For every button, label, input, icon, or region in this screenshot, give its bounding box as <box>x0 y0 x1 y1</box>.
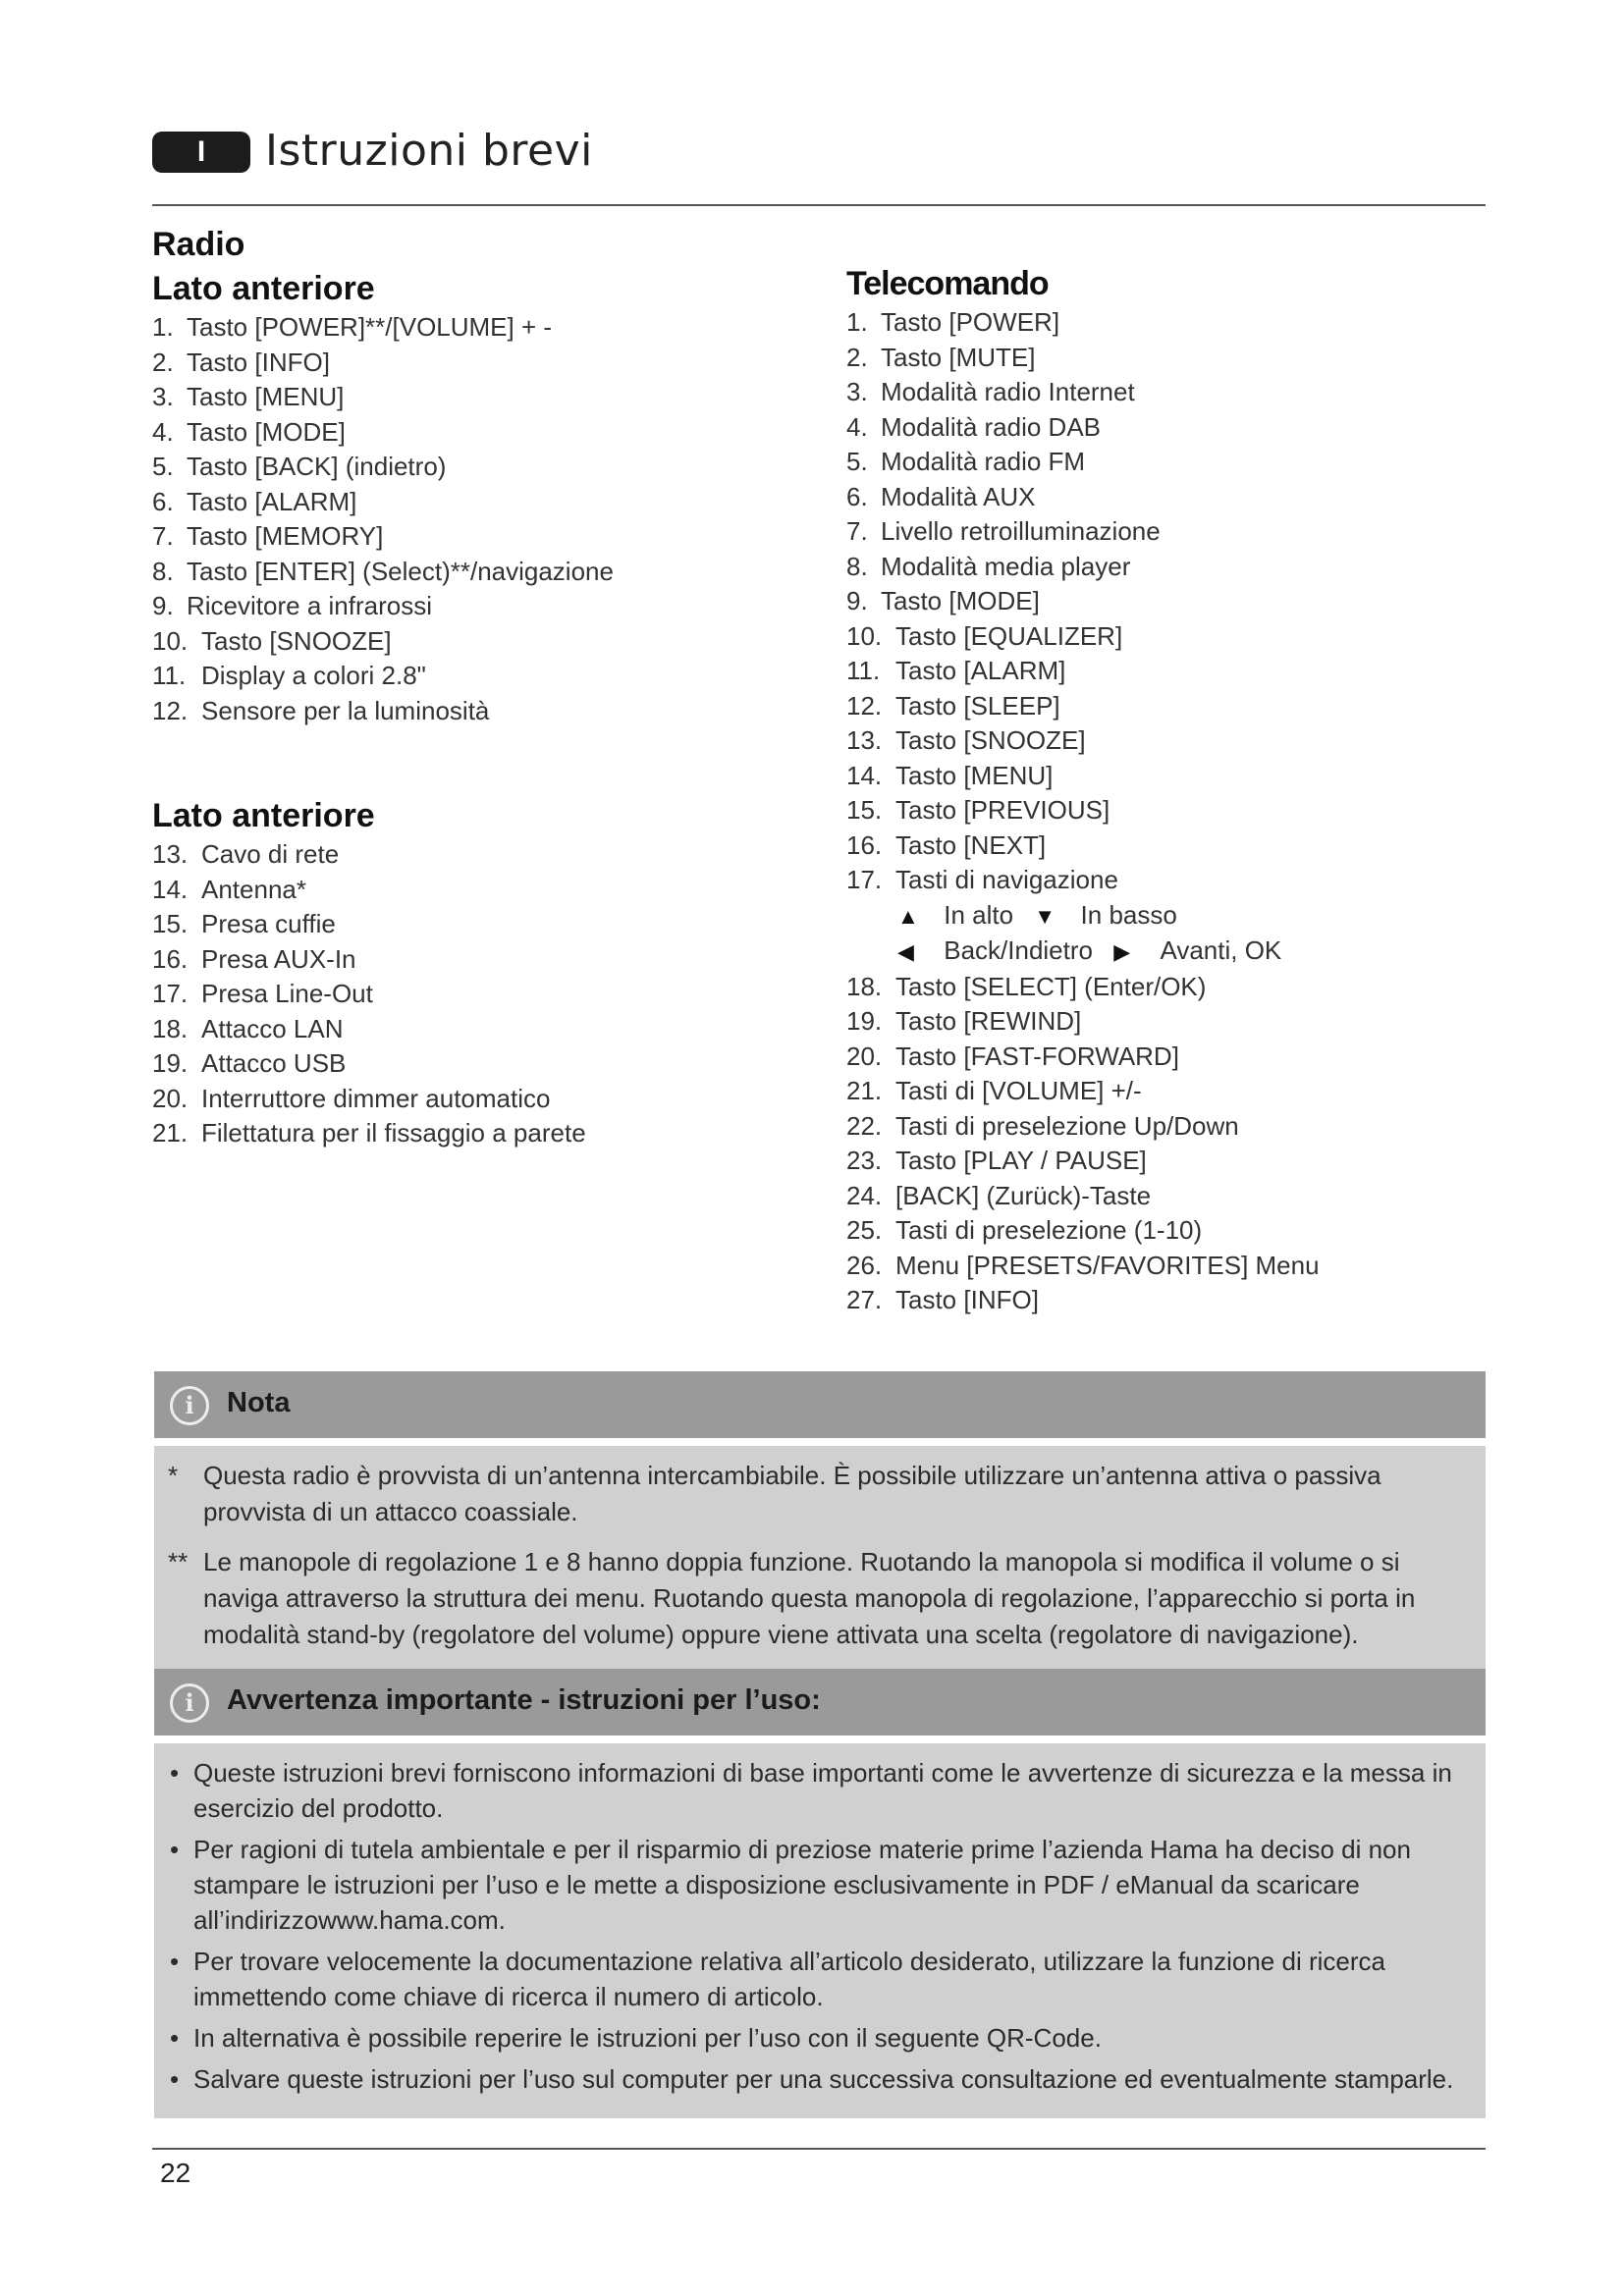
list-item <box>846 341 1475 376</box>
warning-box <box>154 1669 1486 2118</box>
item-number: 9. <box>152 591 174 620</box>
item-text: Tasto [SELECT] (Enter/OK) <box>895 971 1207 1001</box>
left-column <box>152 226 820 1151</box>
right-column <box>846 265 1475 1318</box>
item-number: 1. <box>846 307 868 337</box>
item-text: Menu [PRESETS/FAVORITES] Menu <box>895 1250 1320 1280</box>
nav-up-down-row <box>846 898 1475 934</box>
info-icon: i <box>170 1683 209 1723</box>
list-item <box>846 1283 1475 1318</box>
item-number: 3. <box>152 382 174 411</box>
list-item <box>152 450 820 485</box>
list-item <box>152 380 820 415</box>
item-number: 8. <box>152 556 174 586</box>
list-item <box>846 584 1475 619</box>
item-text: Modalità AUX <box>881 481 1036 511</box>
item-text: Tasto [NEXT] <box>895 829 1047 860</box>
item-text: Tasto [POWER] <box>881 307 1060 337</box>
item-text: Tasto [SLEEP] <box>895 690 1060 721</box>
warning-header <box>154 1669 1486 1735</box>
page-number: 22 <box>160 2158 191 2188</box>
item-text: Tasto [EQUALIZER] <box>895 620 1123 651</box>
arrow-down-icon: ▼ <box>1034 903 1056 929</box>
item-text: Tasti di [VOLUME] +/- <box>895 1076 1142 1105</box>
footnote-marker: * <box>168 1461 179 1490</box>
list-item <box>846 480 1475 515</box>
item-number: 10. <box>152 625 189 656</box>
front-side-heading: Lato anteriore <box>152 270 375 307</box>
item-text: Modalità media player <box>881 551 1131 581</box>
item-text: Tasto [FAST-FORWARD] <box>895 1041 1179 1071</box>
note-box <box>154 1371 1486 1669</box>
item-text: Tasto [REWIND] <box>895 1006 1082 1036</box>
item-number: 21. <box>152 1118 189 1148</box>
item-text: Ricevitore a infrarossi <box>187 591 432 620</box>
list-item <box>846 1040 1475 1075</box>
radio-heading: Radio <box>152 226 245 263</box>
item-number: 19. <box>152 1048 189 1078</box>
back-side-list <box>152 837 820 1151</box>
list-item <box>846 793 1475 828</box>
item-text: Presa AUX-In <box>201 943 356 974</box>
list-item <box>846 375 1475 410</box>
item-text: Tasto [ALARM] <box>187 486 357 516</box>
item-text: Antenna* <box>201 874 306 904</box>
item-text: Tasto [ENTER] (Select)**/navigazione <box>187 556 614 586</box>
nav-up-label: In alto <box>944 899 1014 930</box>
item-number: 14. <box>846 760 883 790</box>
list-item <box>152 659 820 694</box>
item-text: Attacco USB <box>201 1048 347 1078</box>
warning-body <box>154 1743 1486 2118</box>
warning-bullet: • Per ragioni di tutela ambientale e per il risparmio di preziose materie prime l’azienda Hama ha deciso di non stampare le istruzioni per l’uso e le mette a disposizione esclusivamente in PDF / eManual da scaricare all’indirizzowww.hama.com. <box>168 1832 1472 1938</box>
note-paragraph <box>168 1544 1472 1653</box>
item-text: Tasto [POWER]**/[VOLUME] + - <box>187 312 553 342</box>
item-text: Tasto [INFO] <box>895 1285 1039 1314</box>
item-text: Interruttore dimmer automatico <box>201 1083 551 1113</box>
warning-bullet: • Queste istruzioni brevi forniscono informazioni di base importanti come le avvertenze di sicurezza e la messa in esercizio del prodotto. <box>168 1755 1472 1826</box>
item-text: Livello retroilluminazione <box>881 516 1161 546</box>
item-number: 5. <box>846 447 868 476</box>
nav-forward-label: Avanti, OK <box>1160 935 1282 965</box>
footer-rule <box>152 2148 1486 2150</box>
item-number: 18. <box>846 971 883 1001</box>
item-number: 26. <box>846 1250 883 1280</box>
item-number: 12. <box>846 690 883 721</box>
item-text: Tasto [SNOOZE] <box>895 725 1086 755</box>
list-item <box>846 550 1475 585</box>
item-number: 13. <box>846 725 883 755</box>
warning-bullet: • In alternativa è possibile reperire le istruzioni per l’uso con il seguente QR-Code. <box>168 2020 1472 2056</box>
list-item <box>846 1249 1475 1284</box>
list-item <box>152 555 820 590</box>
footnote-marker: ** <box>168 1547 189 1576</box>
list-item <box>846 863 1475 898</box>
list-item <box>846 1144 1475 1179</box>
item-text: Tasti di preselezione Up/Down <box>895 1110 1239 1141</box>
item-text: Presa cuffie <box>201 909 336 938</box>
item-text: Modalità radio Internet <box>881 377 1135 406</box>
arrow-right-icon: ▶ <box>1113 939 1131 964</box>
item-text: Cavo di rete <box>201 839 340 869</box>
item-number: 2. <box>152 347 174 377</box>
list-item <box>152 977 820 1012</box>
info-icon: i <box>170 1386 209 1425</box>
item-number: 4. <box>152 416 174 447</box>
warning-list <box>168 1755 1472 2097</box>
warning-title: Avvertenza importante - istruzioni per l’uso: <box>227 1684 821 1716</box>
nav-back-forward-row <box>846 934 1475 970</box>
item-number: 19. <box>846 1006 883 1036</box>
item-number: 15. <box>846 795 883 825</box>
note-body <box>154 1446 1486 1669</box>
item-text: Tasto [MUTE] <box>881 342 1036 372</box>
item-number: 17. <box>152 979 189 1008</box>
arrow-left-icon: ◀ <box>897 939 914 964</box>
list-item <box>152 873 820 908</box>
remote-list-continued <box>846 970 1475 1318</box>
item-number: 9. <box>846 586 868 615</box>
item-number: 10. <box>846 620 883 651</box>
item-text: Tasto [MENU] <box>895 760 1054 790</box>
item-number: 7. <box>846 516 868 546</box>
item-text: Tasto [PREVIOUS] <box>895 795 1110 825</box>
item-number: 21. <box>846 1076 883 1105</box>
item-number: 23. <box>846 1146 883 1175</box>
item-text: Sensore per la luminosità <box>201 695 490 725</box>
note-text: Le manopole di regolazione 1 e 8 hanno doppia funzione. Ruotando la manopola si modifica il volume o si naviga attraverso la struttura dei menu. Ruotando questa manopola di regolazione, l’apparecchio si porta in modalità stand-by (regolatore del volume) oppure viene attivata una scelta (regolatore di navigazione). <box>203 1547 1416 1649</box>
item-number: 2. <box>846 342 868 372</box>
warning-bullet: • Per trovare velocemente la documentazione relativa all’articolo desiderato, utilizzare la funzione di ricerca immettendo come chiave di ricerca il numero di articolo. <box>168 1944 1472 2014</box>
item-text: Tasto [ALARM] <box>895 656 1066 685</box>
item-text: Display a colori 2.8" <box>201 661 426 690</box>
item-text: Tasto [PLAY / PAUSE] <box>895 1146 1147 1175</box>
item-number: 15. <box>152 909 189 938</box>
item-number: 6. <box>152 486 174 516</box>
item-number: 16. <box>152 943 189 974</box>
item-text: Modalità radio FM <box>881 447 1086 476</box>
item-text: Tasto [MODE] <box>187 416 346 447</box>
list-item <box>846 759 1475 794</box>
page-title: Istruzioni brevi <box>265 126 593 176</box>
list-item <box>152 519 820 555</box>
item-number: 1. <box>152 312 174 342</box>
item-text: Tasto [SNOOZE] <box>201 625 392 656</box>
item-text: Tasto [BACK] (indietro) <box>187 452 447 481</box>
item-text: Tasto [MODE] <box>881 586 1040 615</box>
list-item <box>846 1213 1475 1249</box>
list-item <box>152 837 820 873</box>
item-text: Presa Line-Out <box>201 979 373 1008</box>
item-text: Tasti di navigazione <box>895 865 1118 894</box>
note-paragraph <box>168 1458 1472 1530</box>
item-text: Filettatura per il fissaggio a parete <box>201 1118 586 1148</box>
item-number: 8. <box>846 551 868 581</box>
item-number: 20. <box>152 1083 189 1113</box>
list-item <box>152 1082 820 1117</box>
list-item <box>846 1179 1475 1214</box>
note-header <box>154 1371 1486 1438</box>
item-text: Tasto [MENU] <box>187 382 345 411</box>
list-item <box>152 1012 820 1047</box>
item-number: 20. <box>846 1041 883 1071</box>
list-item <box>152 589 820 624</box>
list-item <box>846 828 1475 864</box>
item-number: 3. <box>846 377 868 406</box>
item-text: Tasti di preselezione (1-10) <box>895 1215 1203 1245</box>
remote-list <box>846 305 1475 898</box>
list-item <box>152 310 820 346</box>
list-item <box>846 970 1475 1005</box>
list-item <box>152 694 820 729</box>
list-item <box>152 346 820 381</box>
list-item <box>152 907 820 942</box>
back-side-heading: Lato anteriore <box>152 797 375 834</box>
item-text: Tasto [INFO] <box>187 347 330 377</box>
item-text: [BACK] (Zurück)-Taste <box>895 1180 1152 1210</box>
list-item <box>846 1074 1475 1109</box>
list-item <box>846 514 1475 550</box>
item-number: 24. <box>846 1180 883 1210</box>
list-item <box>846 410 1475 446</box>
item-number: 6. <box>846 481 868 511</box>
list-item <box>846 445 1475 480</box>
item-number: 16. <box>846 829 883 860</box>
list-item <box>846 1109 1475 1145</box>
list-item <box>152 1046 820 1082</box>
front-side-list <box>152 310 820 728</box>
nav-back-label: Back/Indietro <box>944 935 1093 965</box>
list-item <box>846 1004 1475 1040</box>
item-number: 14. <box>152 874 189 904</box>
list-item <box>152 1116 820 1151</box>
list-item <box>846 689 1475 724</box>
item-number: 17. <box>846 865 883 894</box>
item-number: 11. <box>152 661 187 690</box>
item-number: 4. <box>846 411 868 442</box>
list-item <box>846 654 1475 689</box>
item-number: 7. <box>152 521 174 551</box>
item-number: 12. <box>152 695 189 725</box>
list-item <box>152 624 820 660</box>
page-header <box>152 126 1486 206</box>
list-item <box>846 619 1475 655</box>
item-number: 13. <box>152 839 189 869</box>
item-number: 18. <box>152 1013 189 1043</box>
note-text: Questa radio è provvista di un’antenna intercambiabile. È possibile utilizzare un’antenna attiva o passiva provvista di un attacco coassiale. <box>203 1461 1381 1526</box>
list-item <box>846 305 1475 341</box>
nav-down-label: In basso <box>1080 899 1177 930</box>
warning-bullet: • Salvare queste istruzioni per l’uso sul computer per una successiva consultazione ed eventualmente stamparle. <box>168 2061 1472 2097</box>
item-number: 22. <box>846 1110 883 1141</box>
remote-heading: Telecomando <box>846 265 1049 302</box>
list-item <box>152 485 820 520</box>
navigation-keys <box>846 898 1475 970</box>
item-text: Attacco LAN <box>201 1013 344 1043</box>
item-number: 27. <box>846 1285 883 1314</box>
item-text: Modalità radio DAB <box>881 411 1101 442</box>
item-text: Tasto [MEMORY] <box>187 521 384 551</box>
note-title: Nota <box>227 1387 291 1418</box>
language-badge: I <box>152 132 250 173</box>
list-item <box>846 723 1475 759</box>
arrow-up-icon: ▲ <box>897 903 919 929</box>
item-number: 11. <box>846 656 881 685</box>
item-number: 25. <box>846 1215 883 1245</box>
list-item <box>152 415 820 451</box>
item-number: 5. <box>152 452 174 481</box>
list-item <box>152 942 820 978</box>
